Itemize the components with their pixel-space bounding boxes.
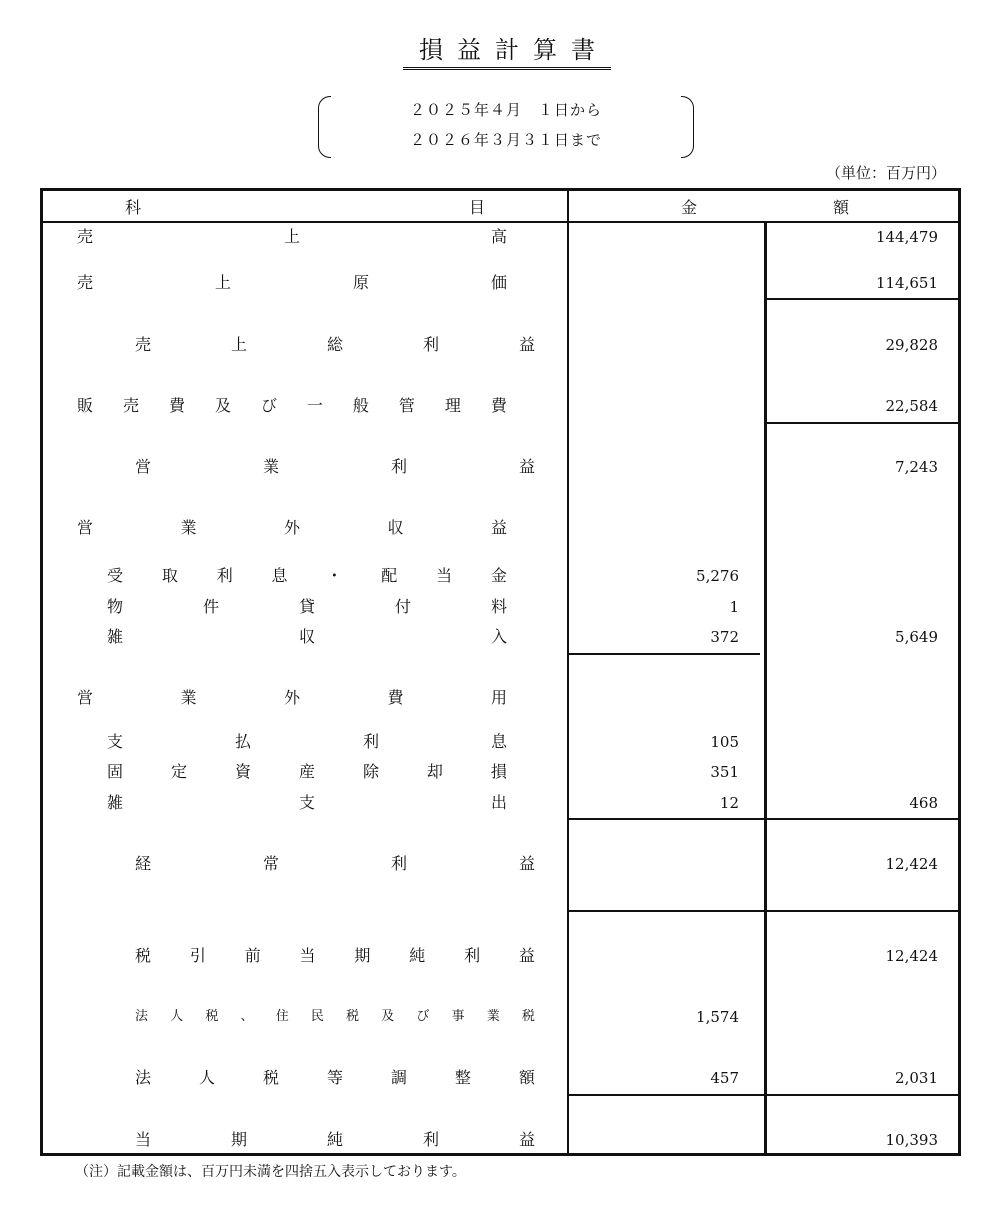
label-char: 法 [135, 1009, 149, 1024]
row-label-operating-profit [135, 456, 535, 478]
label-char: 税 [262, 1068, 279, 1087]
subtotal-line [766, 422, 958, 424]
label-char: 利 [464, 946, 481, 965]
label-char: 益 [518, 854, 535, 873]
label-char: 住 [275, 1009, 289, 1024]
label-char: 却 [426, 762, 443, 781]
label-char: 引 [189, 946, 206, 965]
label-char: 及 [381, 1009, 395, 1024]
subtotal-line [569, 818, 958, 820]
label-char: 配 [381, 566, 398, 585]
amount-income-taxes: 1,574 [696, 1008, 739, 1026]
row-label-lease-income [107, 596, 507, 618]
label-char: 当 [299, 946, 316, 965]
label-char: 払 [234, 732, 251, 751]
amount-ordinary-profit: 12,424 [885, 855, 938, 873]
label-char: 当 [436, 566, 453, 585]
row-label-sga [77, 395, 507, 417]
amount-interest-paid: 105 [710, 733, 739, 751]
period-from: ２０２５年４月 １日から [409, 101, 602, 119]
label-char: 益 [518, 457, 535, 476]
label-char: 販 [77, 396, 94, 415]
label-char: 税 [135, 946, 152, 965]
amount-asset-disposal: 351 [710, 763, 739, 781]
row-label-sales [77, 226, 507, 248]
amount-pretax-profit: 12,424 [885, 947, 938, 965]
label-char: 定 [170, 762, 187, 781]
label-char: 当 [135, 1130, 152, 1149]
label-char: 息 [490, 732, 507, 751]
label-char: 等 [326, 1068, 343, 1087]
label-char: 売 [77, 227, 94, 246]
row-label-gross-profit [135, 334, 535, 356]
label-char: 資 [234, 762, 251, 781]
label-char: 息 [271, 566, 288, 585]
row-label-interest-dividends [107, 565, 507, 587]
label-char: 期 [230, 1130, 247, 1149]
label-char: び [260, 396, 277, 415]
label-char: 産 [298, 762, 315, 781]
row-label-nonop-expense [77, 687, 507, 709]
label-char: 支 [298, 793, 315, 812]
label-char: 収 [387, 518, 404, 537]
fiscal-period [318, 96, 694, 158]
label-char: 純 [409, 946, 426, 965]
label-char: 前 [244, 946, 261, 965]
income-statement-table [40, 188, 961, 1156]
label-char: 利 [422, 1130, 439, 1149]
subtotal-line [569, 1094, 958, 1096]
amount-cogs: 114,651 [875, 274, 938, 292]
label-char: 業 [180, 518, 197, 537]
label-char: 整 [454, 1068, 471, 1087]
row-label-cogs [77, 272, 507, 294]
label-char: 物 [107, 597, 124, 616]
label-char: 事 [451, 1009, 465, 1024]
amount-sga: 22,584 [885, 397, 938, 415]
column-divider [567, 191, 569, 1153]
label-char: 益 [518, 946, 535, 965]
label-char: 調 [390, 1068, 407, 1087]
label-char: 益 [490, 518, 507, 537]
label-char: 貸 [298, 597, 315, 616]
total-nonop-income: 5,649 [895, 628, 938, 646]
label-char: 税 [346, 1009, 360, 1024]
label-char: 利 [390, 854, 407, 873]
subtotal-line [569, 910, 958, 912]
label-char: 高 [490, 227, 507, 246]
document-title [0, 30, 1000, 70]
label-char: 受 [107, 566, 124, 585]
total-nonop-expense: 468 [909, 794, 938, 812]
label-char: 額 [518, 1068, 535, 1087]
row-label-misc-expense [107, 792, 507, 814]
label-char: 営 [77, 518, 94, 537]
amount-sales: 144,479 [875, 228, 938, 246]
label-char: 利 [390, 457, 407, 476]
label-char: 雑 [107, 793, 124, 812]
label-char: 収 [298, 627, 315, 646]
amount-lease-income: 1 [729, 598, 739, 616]
label-char: 及 [214, 396, 231, 415]
row-label-tax-adjustment [135, 1067, 535, 1089]
label-char: 費 [168, 396, 185, 415]
label-char: 売 [135, 335, 152, 354]
amount-tax-adjustment: 457 [710, 1069, 739, 1087]
label-char: 原 [352, 273, 369, 292]
label-char: 期 [354, 946, 371, 965]
label-char: 純 [326, 1130, 343, 1149]
label-char: 金 [490, 566, 507, 585]
header-subject-left: 科 [125, 198, 142, 217]
header-subject-right: 目 [469, 198, 486, 217]
label-char: 上 [230, 335, 247, 354]
label-char: 民 [310, 1009, 324, 1024]
label-char: 費 [490, 396, 507, 415]
row-label-pretax-profit [135, 945, 535, 967]
footnote: （注）記載金額は、百万円未満を四捨五入表示しております。 [75, 1164, 466, 1180]
row-label-misc-income [107, 626, 507, 648]
label-char: ・ [326, 566, 343, 585]
label-char: 上 [283, 227, 300, 246]
label-char: 料 [490, 597, 507, 616]
amount-gross-profit: 29,828 [885, 336, 938, 354]
amount-operating-profit: 7,243 [895, 458, 938, 476]
label-char: 固 [107, 762, 124, 781]
amount-interest-dividends: 5,276 [696, 567, 739, 585]
row-label-asset-disposal [107, 761, 507, 783]
label-char: 税 [205, 1009, 219, 1024]
label-char: 付 [394, 597, 411, 616]
label-char: 人 [170, 1009, 184, 1024]
row-label-ordinary-profit [135, 853, 535, 875]
row-label-interest-paid [107, 731, 507, 753]
label-char: 除 [362, 762, 379, 781]
label-char: 外 [283, 688, 300, 707]
label-char: 価 [490, 273, 507, 292]
amount-net-profit: 10,393 [885, 1131, 938, 1149]
label-char: 取 [161, 566, 178, 585]
header-amount-right: 額 [833, 198, 850, 217]
label-char: 益 [518, 335, 535, 354]
label-char: 業 [180, 688, 197, 707]
label-char: 税 [521, 1009, 535, 1024]
label-char: 売 [122, 396, 139, 415]
label-char: 経 [135, 854, 152, 873]
label-char: 利 [362, 732, 379, 751]
label-char: 売 [77, 273, 94, 292]
amount-misc-income: 372 [710, 628, 739, 646]
label-char: 営 [135, 457, 152, 476]
unit-label: （単位：百万円） [825, 164, 946, 182]
label-char: 、 [240, 1009, 254, 1024]
label-char: 支 [107, 732, 124, 751]
label-char: 雑 [107, 627, 124, 646]
subtotal-line [766, 298, 958, 300]
label-char: 上 [214, 273, 231, 292]
label-char: 法 [135, 1068, 152, 1087]
label-char: 理 [444, 396, 461, 415]
label-char: 入 [490, 627, 507, 646]
amount-misc-expense: 12 [719, 794, 739, 812]
label-char: 益 [518, 1130, 535, 1149]
document-title-text: 損益計算書 [403, 30, 611, 70]
label-char: 利 [216, 566, 233, 585]
label-char: 人 [198, 1068, 215, 1087]
row-label-income-taxes [135, 1006, 535, 1028]
subtotal-line [569, 653, 760, 655]
label-char: 費 [387, 688, 404, 707]
label-char: 用 [490, 688, 507, 707]
label-char: 管 [398, 396, 415, 415]
label-char: 件 [202, 597, 219, 616]
label-char: 業 [486, 1009, 500, 1024]
label-char: 利 [422, 335, 439, 354]
total-taxes: 2,031 [895, 1069, 938, 1087]
label-char: び [416, 1009, 430, 1024]
column-divider [764, 223, 767, 1153]
row-label-nonop-income [77, 517, 507, 539]
label-char: 外 [283, 518, 300, 537]
label-char: 業 [262, 457, 279, 476]
header-amount-left: 金 [681, 198, 698, 217]
label-char: 総 [326, 335, 343, 354]
label-char: 一 [306, 396, 323, 415]
period-to: ２０２６年３月３１日まで [409, 131, 602, 149]
label-char: 損 [490, 762, 507, 781]
header-divider [43, 221, 958, 223]
label-char: 常 [262, 854, 279, 873]
row-label-net-profit [135, 1129, 535, 1151]
label-char: 営 [77, 688, 94, 707]
label-char: 般 [352, 396, 369, 415]
label-char: 出 [490, 793, 507, 812]
